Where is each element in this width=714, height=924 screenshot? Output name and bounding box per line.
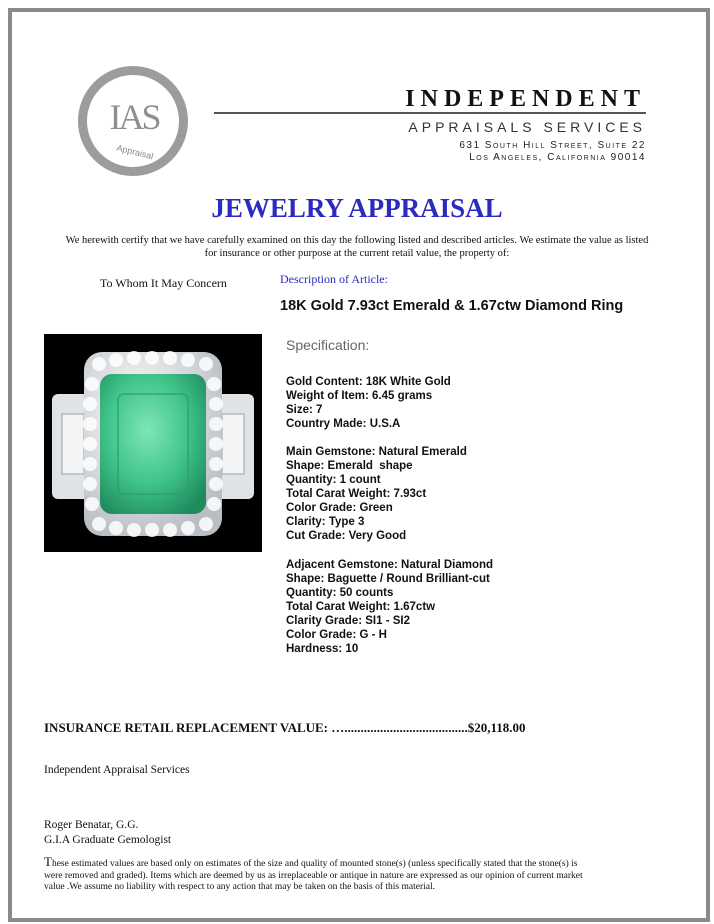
spec-line: Color Grade: Green [286,502,393,514]
spec-line: Main Gemstone: Natural Emerald [286,446,467,458]
spec-line: Country Made: U.S.A [286,418,401,430]
insurance-value-line: INSURANCE RETAIL REPLACEMENT VALUE: …......................................$20,118.00 [44,720,526,735]
spec-group-metal [286,375,451,431]
spec-line: Cut Grade: Very Good [286,530,407,542]
recipient: To Whom It May Concern [100,276,227,290]
right-baguette [222,414,244,474]
spec-line: Adjacent Gemstone: Natural Diamond [286,559,494,571]
disclaimer-text: hese estimated values are based only on estimates of the size and quality of mounted stone(s) (unless specifically stated that the stone(s) is were removed and graded). Items which are deemed by us as irreplaceable or antique in nature are expressed as our opinion of current market value .We assume no liability with respect to any action that may be taken on the basis of this material. [44,859,583,892]
spec-line: Size: 7 [286,404,323,416]
company-signature: Independent Appraisal Services [44,764,190,776]
spec-line: Quantity: 50 counts [286,587,394,599]
spec-line: Shape: Baguette / Round Brilliant-cut [286,573,490,585]
spec-line: Color Grade: G - H [286,629,387,641]
address-line-1: 631 South Hill Street, Suite 22 [459,140,646,151]
spec-line: Gold Content: 18K White Gold [286,376,451,388]
company-subname: APPRAISALS SERVICES [408,119,646,135]
ias-logo-subtitle: Appraisal [115,142,155,162]
spec-group-adjacent-gemstone [286,558,493,656]
document-title: JEWELRY APPRAISAL [211,193,503,223]
spec-line: Total Carat Weight: 1.67ctw [286,601,436,613]
specification-label: Specification: [286,337,370,353]
ias-logo-letters: IAS [109,97,159,137]
description-label: Description of Article: [280,272,388,286]
disclaimer [44,856,584,894]
header-rule [214,112,646,114]
disclaimer-initial: T [44,854,52,869]
spec-line: Total Carat Weight: 7.93ct [286,488,427,500]
spec-line: Weight of Item: 6.45 grams [286,390,433,402]
spec-line: Hardness: 10 [286,643,359,655]
signer-block [44,818,171,848]
spec-line: Quantity: 1 count [286,474,381,486]
signer-title: G.I.A Graduate Gemologist [44,834,172,846]
address-line-2: Los Angeles, California 90014 [469,152,646,163]
ring-photo [44,334,262,552]
spec-group-main-gemstone [286,445,467,543]
ring-illustration [44,334,262,552]
spec-line: Clarity Grade: SI1 - SI2 [286,615,410,627]
signer-name: Roger Benatar, G.G. [44,819,139,831]
certification-intro: We herewith certify that we have carefully examined on this day the following listed and described articles. We estimate the value as listed for insurance or other purpose at the current retail value, the property of: [65,235,649,259]
left-baguette [62,414,84,474]
item-title: 18K Gold 7.93ct Emerald & 1.67ctw Diamond Ring [280,298,624,314]
spec-line: Shape: Emerald shape [286,460,413,472]
spec-line: Clarity: Type 3 [286,516,365,528]
company-name: INDEPENDENT [405,86,646,112]
